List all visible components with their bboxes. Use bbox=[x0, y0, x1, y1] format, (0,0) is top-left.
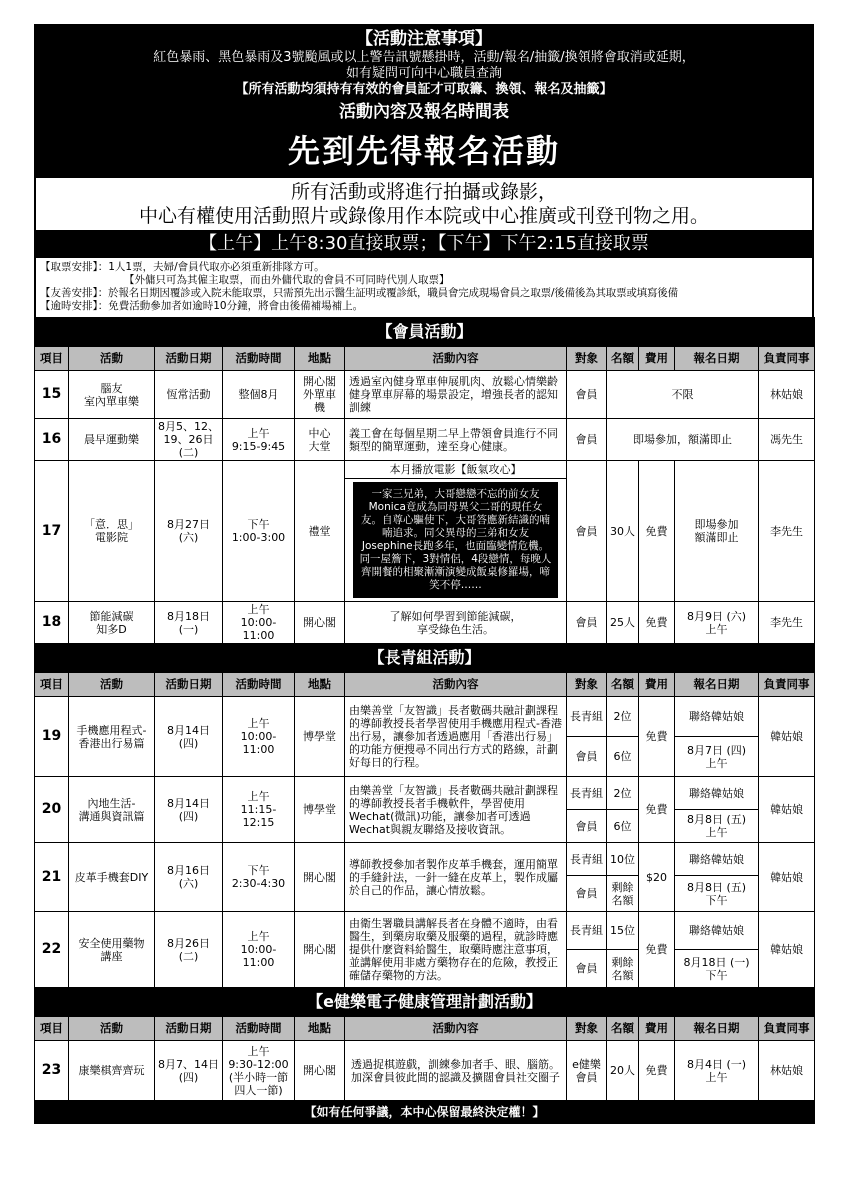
activity-date: 恆常活動 bbox=[155, 371, 223, 419]
section-title-elder: 【長青組活動】 bbox=[35, 644, 815, 673]
notice-title: 【活動注意事項】 bbox=[356, 29, 492, 49]
arrangement-helper bbox=[40, 274, 808, 287]
activity-fee: 免費 bbox=[639, 697, 675, 777]
activity-fee: $20 bbox=[639, 843, 675, 912]
table-row bbox=[35, 1041, 815, 1101]
activity-date: 8月26日 (二) bbox=[155, 912, 223, 988]
activity-registration: 8月8日 (五) 下午 bbox=[675, 876, 759, 912]
activity-quota: 6位 bbox=[607, 810, 639, 843]
item-no: 17 bbox=[35, 461, 69, 602]
table-header bbox=[35, 1017, 815, 1041]
footer-note: 【如有任何爭議，本中心保留最終決定權！】 bbox=[35, 1101, 815, 1124]
activity-target: 會員 bbox=[567, 461, 607, 602]
activity-quota: 15位 bbox=[607, 912, 639, 950]
activity-venue: 開心閣 bbox=[295, 843, 345, 912]
page-title: 先到先得報名活動 bbox=[34, 126, 814, 176]
activity-venue: 開心閣 bbox=[295, 602, 345, 644]
photo-notice-line2: 中心有權使用活動照片或錄像用作本院或中心推廣或刊登刊物之用。 bbox=[138, 205, 709, 227]
table-row bbox=[35, 697, 815, 737]
table-row bbox=[35, 419, 815, 461]
col-header: 費用 bbox=[639, 1017, 675, 1041]
col-header: 活動 bbox=[69, 1017, 155, 1041]
activity-content: 由樂善堂「友智識」長者數碼共融計劃課程的導師教授長者學習使用手機應用程式-香港出行易，讓參加者透過應用「香港出行易」的功能方便搜尋不同出行方式的路線，計劃好每日的行程。 bbox=[345, 697, 567, 777]
activity-content: 透過室內健身單車伸展肌肉、放鬆心情樂齡健身單車屏幕的場景設定，增強長者的認知訓練 bbox=[345, 371, 567, 419]
col-header: 活動內容 bbox=[345, 673, 567, 697]
activity-content: 了解如何學習到節能減碳， 享受綠色生活。 bbox=[345, 602, 567, 644]
activity-target: e健樂 會員 bbox=[567, 1041, 607, 1101]
activity-name: 康樂棋齊齊玩 bbox=[69, 1041, 155, 1101]
col-header: 活動日期 bbox=[155, 1017, 223, 1041]
col-header: 對象 bbox=[567, 1017, 607, 1041]
col-header: 負責同事 bbox=[759, 347, 815, 371]
activity-name: 內地生活- 溝通與資訊篇 bbox=[69, 777, 155, 843]
section-title-member: 【會員活動】 bbox=[35, 318, 815, 347]
activity-time: 上午 10:00-11:00 bbox=[223, 602, 295, 644]
col-header: 項目 bbox=[35, 1017, 69, 1041]
activity-time: 上午 11:15-12:15 bbox=[223, 777, 295, 843]
table-row bbox=[35, 602, 815, 644]
col-header: 負責同事 bbox=[759, 1017, 815, 1041]
activity-name: 晨早運動樂 bbox=[69, 419, 155, 461]
arrangement-late bbox=[40, 300, 808, 313]
arrangement-friendly bbox=[40, 287, 808, 300]
activity-date: 8月14日 (四) bbox=[155, 777, 223, 843]
activity-quota: 2位 bbox=[607, 697, 639, 737]
arrangement-label: 【友善安排】 bbox=[40, 287, 98, 299]
activity-time: 上午 10:00-11:00 bbox=[223, 697, 295, 777]
table-header bbox=[35, 347, 815, 371]
item-no: 16 bbox=[35, 419, 69, 461]
item-no: 19 bbox=[35, 697, 69, 777]
section-title-ehealth: 【e健樂電子健康管理計劃活動】 bbox=[35, 988, 815, 1017]
activity-quota: 6位 bbox=[607, 737, 639, 777]
activity-date: 8月27日 (六) bbox=[155, 461, 223, 602]
arrangement-text: ：於報名日期因覆診或入院未能取票，只需預先出示醫生証明或覆診紙，職員會完成現場會員之取票/後備後為其取票或填寫後備 bbox=[97, 287, 678, 299]
activity-target: 會員 bbox=[567, 419, 607, 461]
activity-name: 皮革手機套DIY bbox=[69, 843, 155, 912]
activity-registration: 聯絡韓姑娘 bbox=[675, 697, 759, 737]
activity-time: 上午 9:30-12:00 (半小時一節 四人一節) bbox=[223, 1041, 295, 1101]
col-header: 費用 bbox=[639, 673, 675, 697]
activity-registration: 聯絡韓姑娘 bbox=[675, 912, 759, 950]
activity-target: 會員 bbox=[567, 737, 607, 777]
col-header: 負責同事 bbox=[759, 673, 815, 697]
activity-target: 會員 bbox=[567, 371, 607, 419]
movie-description: 一家三兄弟，大哥戀戀不忘的前女友Monica竟成為同母異父二哥的現任女友。自尊心驅使下，大哥答應新結識的喃喃追求。同父異母的三弟和女友Josephine長跑多年，也面臨變情危機。同一屋簷下，3對情侶，4段戀情，每晚人齊開餐的相聚漸漸演變成飯桌修羅場，啼笑不停…… bbox=[353, 482, 558, 598]
activity-quota: 不限 bbox=[607, 371, 759, 419]
activity-flyer bbox=[34, 24, 814, 1124]
activity-content: 由樂善堂「友智識」長者數碼共融計劃課程的導師教授長者手機軟件，學習使用Wechat(微訊)功能，讓參加者可透過Wechat與親友聯絡及接收資訊。 bbox=[345, 777, 567, 843]
col-header: 地點 bbox=[295, 347, 345, 371]
activity-quota: 30人 bbox=[607, 461, 639, 602]
arrangements bbox=[34, 258, 814, 317]
col-header: 報名日期 bbox=[675, 1017, 759, 1041]
activity-registration: 聯絡韓姑娘 bbox=[675, 777, 759, 810]
activity-registration: 8月9日 (六) 上午 bbox=[675, 602, 759, 644]
activity-quota: 20人 bbox=[607, 1041, 639, 1101]
activity-staff: 韓姑娘 bbox=[759, 697, 815, 777]
table-row bbox=[35, 912, 815, 950]
activity-name: 節能減碳 知多D bbox=[69, 602, 155, 644]
activity-content: 義工會在每個星期二早上帶領會員進行不同類型的簡單運動，達至身心健康。 bbox=[345, 419, 567, 461]
item-no: 23 bbox=[35, 1041, 69, 1101]
arrangement-label: 【逾時安排】 bbox=[40, 300, 98, 312]
table-row bbox=[35, 461, 815, 602]
activity-quota: 2位 bbox=[607, 777, 639, 810]
activity-time: 上午 9:15-9:45 bbox=[223, 419, 295, 461]
table-row bbox=[35, 371, 815, 419]
activity-date: 8月7、14日 (四) bbox=[155, 1041, 223, 1101]
activity-staff: 林姑娘 bbox=[759, 371, 815, 419]
activity-staff: 李先生 bbox=[759, 602, 815, 644]
activity-venue: 博學堂 bbox=[295, 697, 345, 777]
activity-target: 會員 bbox=[567, 950, 607, 988]
activity-venue: 開心閣 bbox=[295, 912, 345, 988]
activity-name: 手機應用程式- 香港出行易篇 bbox=[69, 697, 155, 777]
item-no: 18 bbox=[35, 602, 69, 644]
table-header bbox=[35, 673, 815, 697]
activity-registration: 即場參加，額滿即止 bbox=[607, 419, 759, 461]
col-header: 名額 bbox=[607, 347, 639, 371]
activity-name: 「意．思」 電影院 bbox=[69, 461, 155, 602]
table-row bbox=[35, 777, 815, 810]
col-header: 活動 bbox=[69, 347, 155, 371]
activity-registration: 即場參加 額滿即止 bbox=[675, 461, 759, 602]
activity-staff: 馮先生 bbox=[759, 419, 815, 461]
col-header: 名額 bbox=[607, 1017, 639, 1041]
activity-date: 8月14日 (四) bbox=[155, 697, 223, 777]
col-header: 報名日期 bbox=[675, 673, 759, 697]
activity-content bbox=[345, 461, 567, 602]
activity-content: 導師教授參加者製作皮革手機套，運用簡單的手縫針法，一針一縫在皮革上，製作成屬於自己的作品，讓心情放鬆。 bbox=[345, 843, 567, 912]
col-header: 對象 bbox=[567, 673, 607, 697]
col-header: 活動日期 bbox=[155, 347, 223, 371]
activity-time: 整個8月 bbox=[223, 371, 295, 419]
activity-target: 會員 bbox=[567, 602, 607, 644]
activity-fee: 免費 bbox=[639, 602, 675, 644]
activity-staff: 李先生 bbox=[759, 461, 815, 602]
col-header: 活動時間 bbox=[223, 347, 295, 371]
photo-notice-line1: 所有活動或將進行拍攝或錄影， bbox=[290, 181, 557, 203]
activity-content: 由衛生署職員講解長者在身體不適時，由看醫生，到藥房取藥及服藥的過程，就診時應提供什麼資料給醫生，取藥時應注意事項，並講解使用非處方藥物存在的危險，教授正確儲存藥物的方法。 bbox=[345, 912, 567, 988]
activity-staff: 韓姑娘 bbox=[759, 777, 815, 843]
notice-banner bbox=[34, 24, 814, 126]
activity-registration: 8月18日 (一) 下午 bbox=[675, 950, 759, 988]
activity-fee: 免費 bbox=[639, 912, 675, 988]
notice-line3: 【所有活動均須持有有效的會員証才可取籌、換領、報名及抽籤】 bbox=[235, 82, 613, 97]
col-header: 地點 bbox=[295, 1017, 345, 1041]
activity-quota: 25人 bbox=[607, 602, 639, 644]
table-row bbox=[35, 843, 815, 876]
arrangement-text: ：免費活動參加者如逾時10分鐘，將會由後備補場補上。 bbox=[97, 300, 364, 312]
col-header: 活動 bbox=[69, 673, 155, 697]
activity-target: 長青組 bbox=[567, 912, 607, 950]
arrangement-ticket bbox=[40, 261, 808, 274]
activity-venue: 博學堂 bbox=[295, 777, 345, 843]
col-header: 費用 bbox=[639, 347, 675, 371]
arrangement-label: 【取票安排】 bbox=[40, 261, 98, 273]
col-header: 活動內容 bbox=[345, 1017, 567, 1041]
col-header: 活動內容 bbox=[345, 347, 567, 371]
activity-quota: 剩餘 名額 bbox=[607, 950, 639, 988]
activity-time: 上午 10:00-11:00 bbox=[223, 912, 295, 988]
activity-fee: 免費 bbox=[639, 777, 675, 843]
activity-date: 8月18日 (一) bbox=[155, 602, 223, 644]
activity-fee: 免費 bbox=[639, 461, 675, 602]
col-header: 項目 bbox=[35, 347, 69, 371]
activity-date: 8月5、12、 19、26日 (二) bbox=[155, 419, 223, 461]
activity-name: 腦友 室內單車樂 bbox=[69, 371, 155, 419]
item-no: 20 bbox=[35, 777, 69, 843]
col-header: 活動時間 bbox=[223, 1017, 295, 1041]
activity-quota: 剩餘 名額 bbox=[607, 876, 639, 912]
item-no: 15 bbox=[35, 371, 69, 419]
arrangement-text: ：1人1票，夫婦/會員代取亦必須重新排隊方可。 bbox=[97, 261, 325, 273]
activity-time: 下午 2:30-4:30 bbox=[223, 843, 295, 912]
activity-time: 下午 1:00-3:00 bbox=[223, 461, 295, 602]
activity-staff: 林姑娘 bbox=[759, 1041, 815, 1101]
pickup-time: 【上午】上午8:30直接取票；【下午】下午2:15直接取票 bbox=[34, 232, 814, 258]
activity-registration: 聯絡韓姑娘 bbox=[675, 843, 759, 876]
activity-quota: 10位 bbox=[607, 843, 639, 876]
movie-title: 本月播放電影【飯氣攻心】 bbox=[345, 461, 566, 479]
activity-fee: 免費 bbox=[639, 1041, 675, 1101]
activity-table bbox=[34, 317, 815, 1124]
activity-venue: 中心 大堂 bbox=[295, 419, 345, 461]
activity-venue: 禮堂 bbox=[295, 461, 345, 602]
activity-staff: 韓姑娘 bbox=[759, 843, 815, 912]
activity-target: 會員 bbox=[567, 810, 607, 843]
col-header: 活動時間 bbox=[223, 673, 295, 697]
activity-registration: 8月4日 (一) 上午 bbox=[675, 1041, 759, 1101]
col-header: 地點 bbox=[295, 673, 345, 697]
activity-venue: 開心閣 外單車 機 bbox=[295, 371, 345, 419]
col-header: 報名日期 bbox=[675, 347, 759, 371]
activity-name: 安全使用藥物 講座 bbox=[69, 912, 155, 988]
col-header: 活動日期 bbox=[155, 673, 223, 697]
activity-target: 長青組 bbox=[567, 697, 607, 737]
notice-line2: 如有疑問可向中心職員查詢 bbox=[345, 66, 502, 81]
activity-content: 透過捉棋遊戲，訓練參加者手、眼、腦筋。加深會員彼此間的認識及擴闊會員社交圈子 bbox=[345, 1041, 567, 1101]
activity-target: 會員 bbox=[567, 876, 607, 912]
item-no: 22 bbox=[35, 912, 69, 988]
activity-registration: 8月7日 (四) 上午 bbox=[675, 737, 759, 777]
activity-venue: 開心閣 bbox=[295, 1041, 345, 1101]
activity-date: 8月16日 (六) bbox=[155, 843, 223, 912]
arrangement-text: 【外傭只可為其僱主取票，而由外傭代取的會員不可同時代別人取票】 bbox=[124, 274, 450, 286]
photo-notice bbox=[34, 176, 814, 232]
col-header: 名額 bbox=[607, 673, 639, 697]
schedule-title: 活動內容及報名時間表 bbox=[339, 102, 509, 122]
col-header: 項目 bbox=[35, 673, 69, 697]
activity-target: 長青組 bbox=[567, 777, 607, 810]
notice-line1: 紅色暴雨、黑色暴雨及3號颱風或以上警告訊號懸掛時，活動/報名/抽籤/換領將會取消或延期， bbox=[153, 50, 695, 65]
item-no: 21 bbox=[35, 843, 69, 912]
activity-staff: 韓姑娘 bbox=[759, 912, 815, 988]
activity-registration: 8月8日 (五) 上午 bbox=[675, 810, 759, 843]
col-header: 對象 bbox=[567, 347, 607, 371]
activity-target: 長青組 bbox=[567, 843, 607, 876]
